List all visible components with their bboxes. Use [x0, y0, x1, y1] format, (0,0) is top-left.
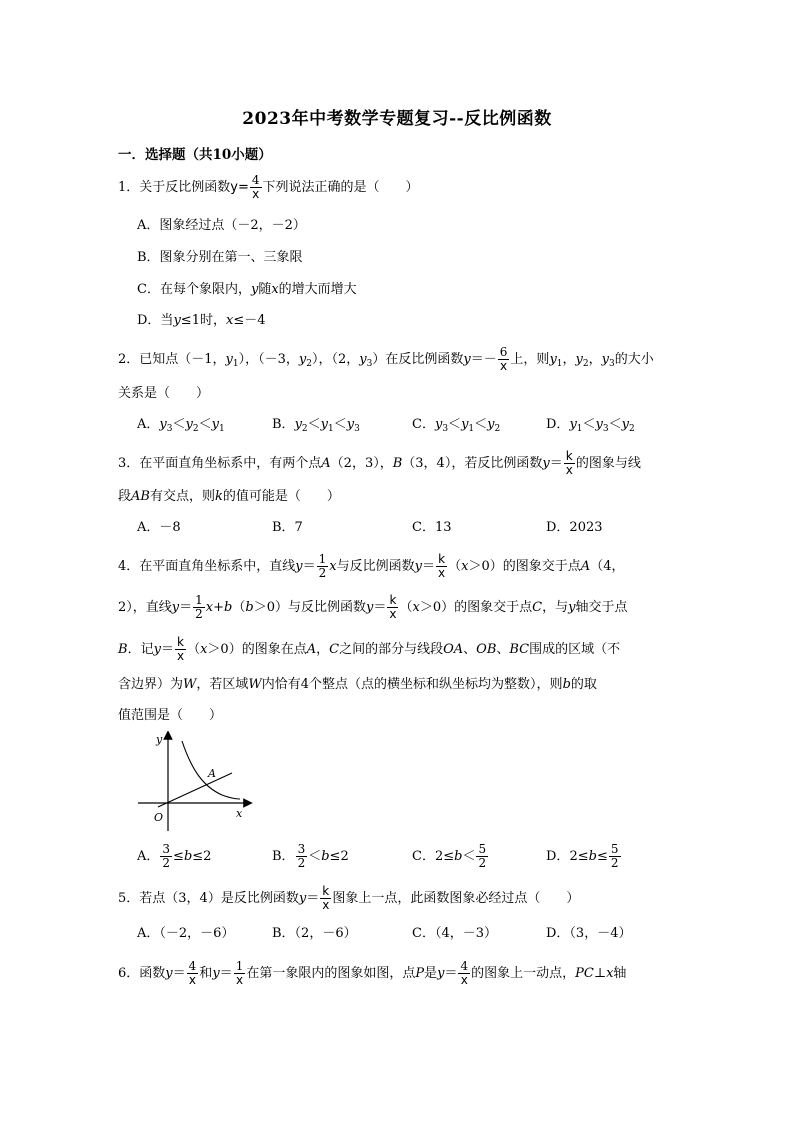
q2-option-b: B．$y_2<y_1<y_3$: [272, 417, 360, 434]
fraction: $\frac{k}{x}$: [322, 884, 330, 912]
fraction: $\frac{k}{x}$: [565, 449, 573, 477]
fraction: $\frac{5}{2}$: [478, 842, 487, 870]
fraction: $\frac{1}{2}$: [318, 552, 327, 580]
q2-option-a: A．$y_3<y_2<y_1$: [137, 417, 225, 434]
point-a-label: A: [208, 767, 216, 780]
q5-option-b: B．（2，－6）: [272, 926, 357, 941]
q4-stem-line4: 含边界）为W，若区域W内恰有4个整点（点的横坐标和纵坐标均为整数），则b的取: [118, 677, 597, 692]
q1-option-b: B．图象分别在第一、三象限: [137, 250, 303, 265]
q3-option-d: D．2023: [546, 520, 603, 535]
q1-option-d: D．当y≤1时，x≤－4: [137, 313, 266, 328]
q1-option-c: C．在每个象限内，y随x的增大而增大: [137, 282, 357, 297]
y-axis-label: y: [156, 733, 163, 746]
fraction: $\frac{3}{2}$: [297, 842, 306, 870]
q1-stem: 1．关于反比例函数y= $\frac{4}{x}$ 下列说法正确的是（ ）: [118, 173, 419, 201]
q5-option-c: C．（4，－3）: [412, 926, 497, 941]
document-title: 2023年中考数学专题复习--反比例函数: [242, 109, 552, 129]
q2-stem: 2．已知点（－1，$y_1$），（－3，$y_2$），（2，$y_3$）在反比例函数y＝－ $\frac{6}{x}$ 上，则$y_1$，$y_2$，$y_3$的大小: [118, 345, 654, 373]
origin-label: O: [154, 811, 164, 824]
q5-option-a: A．（－2，－6）: [137, 926, 235, 941]
q2-stem-line2: 关系是（ ）: [118, 386, 210, 401]
line-oa: [158, 773, 232, 807]
fraction: $\frac{k}{x}$: [438, 552, 446, 580]
q6-stem: 6．函数y＝ $\frac{4}{x}$ 和y＝ $\frac{1}{x}$ 在第一象限内的图象如图，点P是y＝ $\frac{4}{x}$ 的图象上一动点，PC⊥x轴: [118, 959, 627, 987]
fraction: $\frac{1}{x}$: [235, 959, 244, 987]
q3-stem-line2: 段AB有交点，则k的值可能是（ ）: [118, 489, 340, 504]
q4-graph-figure: [136, 731, 254, 833]
q3-option-a: A．－8: [137, 520, 181, 535]
q4-stem-line2: 2），直线y＝ $\frac{1}{2}$ x+b（b＞0）与反比例函数y＝ $\frac{k}{x}$ （x＞0）的图象交于点C，与y轴交于点: [118, 593, 628, 621]
q4-stem-line5: 值范围是（ ）: [118, 708, 223, 723]
fraction: $\frac{4}{x}$: [251, 173, 260, 201]
q2-option-d: D．$y_1<y_3<y_2$: [546, 417, 635, 434]
x-axis-label: x: [236, 807, 243, 820]
fraction: $\frac{4}{x}$: [188, 959, 197, 987]
fraction: $\frac{k}{x}$: [389, 593, 397, 621]
q3-option-b: B．7: [272, 520, 303, 535]
q4-option-d: D．2≤b≤ $\frac{5}{2}$: [546, 842, 619, 870]
fraction: $\frac{5}{2}$: [610, 842, 619, 870]
q3-stem: 3．在平面直角坐标系中，有两个点A（2，3），B（3，4），若反比例函数y＝ $\frac{k}{x}$ 的图象与线: [118, 449, 641, 477]
fraction: $\frac{1}{2}$: [195, 593, 203, 621]
q4-stem-line3: B．记y＝ $\frac{k}{x}$ （x＞0）的图象在点A，C之间的部分与线段OA、OB、BC围成的区域（不: [118, 635, 621, 663]
q4-stem-line1: 4．在平面直角坐标系中，直线y＝ $\frac{1}{2}$ x与反比例函数y＝ $\frac{k}{x}$ （x＞0）的图象交于点A（4，: [118, 552, 625, 580]
q4-option-c: C．2≤b＜ $\frac{5}{2}$: [412, 842, 487, 870]
q2-option-c: C．$y_3<y_1<y_2$: [412, 417, 501, 434]
q1-option-a: A．图象经过点（－2，－2）: [137, 218, 306, 233]
q4-option-b: B． $\frac{3}{2}$ ＜b≤2: [272, 842, 349, 870]
q5-stem: 5．若点（3，4）是反比例函数y＝ $\frac{k}{x}$ 图象上一点，此函数图象必经过点（ ）: [118, 884, 580, 912]
section-heading: 一．选择题（共10小题）: [118, 147, 272, 163]
q5-option-d: D．（3，－4）: [546, 926, 632, 941]
fraction: $\frac{3}{2}$: [162, 842, 171, 870]
fraction: $\frac{k}{x}$: [176, 635, 185, 663]
fraction: $\frac{6}{x}$: [499, 345, 508, 373]
q4-option-a: A． $\frac{3}{2}$ ≤b≤2: [137, 842, 212, 870]
fraction: $\frac{4}{x}$: [460, 959, 469, 987]
q3-option-c: C．13: [412, 520, 452, 535]
